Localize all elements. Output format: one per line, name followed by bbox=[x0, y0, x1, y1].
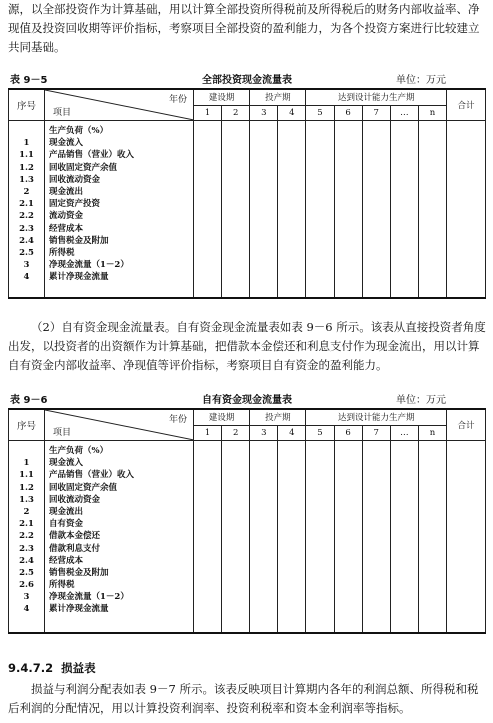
table1-row-label: 销售税金及附加 bbox=[49, 235, 109, 246]
table2-year-6: 6 bbox=[334, 425, 362, 441]
table2-seq: 2.2 bbox=[19, 531, 34, 542]
table2-seq: 1.3 bbox=[19, 494, 34, 505]
table2-year-2: 2 bbox=[222, 425, 250, 441]
table1-seq: 2.2 bbox=[19, 211, 34, 222]
table1 bbox=[8, 88, 486, 299]
table1-item-column bbox=[45, 121, 194, 298]
table1-row-label: 回收固定资产余值 bbox=[49, 162, 118, 173]
paragraph-2-text: （2）自有资金现金流量表。自有资金现金流量表如表 9－6 所示。该表从直接投资者角度出发，以投资者的出资额作为计算基础，把借款本金偿还和利息支付作为现金流出，用以计算自有资金内部收益率、净现值等评价指标，考察项目自有资金的盈利能力。 bbox=[8, 320, 486, 372]
table1-row-label: 净现金流量（1－2） bbox=[49, 260, 129, 271]
table1-year-6: 6 bbox=[334, 105, 362, 121]
table2-item-column bbox=[45, 441, 194, 633]
table2-unit: 单位：万元 bbox=[396, 395, 446, 406]
table2-seq-header: 序号 bbox=[9, 409, 45, 441]
table2-data-cell bbox=[447, 441, 486, 633]
table1-data-cell bbox=[278, 121, 306, 298]
section-title: 损益表 bbox=[61, 661, 96, 675]
table1-full-production-header: 达到设计能力生产期 bbox=[306, 89, 447, 105]
table1-diagonal-header bbox=[45, 89, 194, 121]
table1-data-cell bbox=[390, 121, 418, 298]
table1-unit: 单位：万元 bbox=[396, 75, 446, 86]
table2-data-cell bbox=[334, 441, 362, 633]
table1-seq bbox=[9, 125, 44, 137]
table1-seq: 2.5 bbox=[19, 247, 34, 258]
section-number: 9.4.7.2 bbox=[8, 661, 54, 675]
table2-data-cell bbox=[250, 441, 278, 633]
table1-seq: 2.1 bbox=[19, 199, 34, 210]
table2-full-production-header: 达到设计能力生产期 bbox=[306, 409, 447, 425]
table2-row-label: 销售税金及附加 bbox=[49, 567, 109, 578]
table1-row-label: 经营成本 bbox=[49, 223, 84, 234]
table2-year-4: 4 bbox=[278, 425, 306, 441]
table2-row-label: 累计净现金流量 bbox=[49, 604, 109, 615]
table2-title: 自有资金现金流量表 bbox=[202, 395, 292, 406]
table2-data-cell bbox=[278, 441, 306, 633]
section-heading bbox=[8, 660, 96, 676]
table1-title: 全部投资现金流量表 bbox=[202, 75, 292, 86]
intro-text: 源，以全部投资作为计算基础，用以计算全部投资所得税前及所得税后的财务内部收益率、净现值及投资回收期等评价指标，考察项目全部投资的盈利能力，为各个投资方案进行比较建立共同基础。 bbox=[8, 2, 480, 54]
table1-data-cell bbox=[418, 121, 446, 298]
table2-year-7: 7 bbox=[362, 425, 390, 441]
table1-seq: 2.4 bbox=[19, 235, 34, 246]
table2-year-5: 5 bbox=[306, 425, 334, 441]
table1-year-5: 5 bbox=[306, 105, 334, 121]
table1-seq: 1.3 bbox=[19, 174, 34, 185]
table2-item-label: 项目 bbox=[53, 428, 72, 438]
table1-row-label: 现金流出 bbox=[49, 186, 84, 197]
table2-row-label: 自有资金 bbox=[49, 519, 84, 530]
table1-year-n: n bbox=[418, 105, 446, 121]
intro-paragraph bbox=[8, 0, 486, 57]
table2-seq: 2.5 bbox=[19, 567, 34, 578]
table2-data-cell bbox=[390, 441, 418, 633]
table2-row-label: 经营成本 bbox=[49, 555, 84, 566]
table1-seq-column bbox=[9, 121, 45, 298]
table1-seq: 2 bbox=[23, 186, 30, 197]
table1-construction-header: 建设期 bbox=[194, 89, 250, 105]
table1-data-cell bbox=[306, 121, 334, 298]
table2-seq: 2.3 bbox=[19, 543, 34, 554]
table2-seq: 1.2 bbox=[19, 482, 34, 493]
table1-row-label: 累计净现金流量 bbox=[49, 272, 109, 283]
table2-diagonal-header bbox=[45, 409, 194, 441]
table1-row-label: 生产负荷（%） bbox=[49, 126, 109, 136]
table2-caption bbox=[8, 389, 486, 407]
table1-seq: 1 bbox=[23, 138, 30, 149]
table2-seq-column bbox=[9, 441, 45, 633]
table2-row-label: 现金流出 bbox=[49, 506, 84, 517]
table2-data-cell bbox=[362, 441, 390, 633]
table2-row-label: 现金流入 bbox=[49, 458, 84, 469]
table1-row-label: 固定资产投资 bbox=[49, 199, 101, 210]
table2-total-header: 合计 bbox=[447, 409, 486, 441]
table1-total-header: 合计 bbox=[447, 89, 486, 121]
table1-row-label: 所得税 bbox=[49, 247, 75, 258]
table2-row-label: 回收固定资产余值 bbox=[49, 482, 118, 493]
table1-item-label: 项目 bbox=[53, 108, 72, 118]
table1-seq: 1.1 bbox=[19, 150, 34, 161]
table2-seq: 2.4 bbox=[19, 555, 34, 566]
table1-caption bbox=[8, 69, 486, 87]
table1-year-ellipsis: … bbox=[390, 105, 418, 121]
table1-year-label: 年份 bbox=[168, 95, 187, 105]
table2-row-label: 净现金流量（1－2） bbox=[49, 592, 129, 603]
table1-row-label: 回收流动资金 bbox=[49, 174, 101, 185]
table1-year-3: 3 bbox=[250, 105, 278, 121]
table2-year-3: 3 bbox=[250, 425, 278, 441]
table1-data-cell bbox=[250, 121, 278, 298]
table1-seq-header: 序号 bbox=[9, 89, 45, 121]
table2-row-label: 借款本金偿还 bbox=[49, 531, 101, 542]
table1-seq: 2.3 bbox=[19, 223, 34, 234]
table1-number: 表 9－5 bbox=[10, 75, 48, 86]
table2-row-label: 所得税 bbox=[49, 580, 75, 591]
table1-row-label: 产品销售（营业）收入 bbox=[49, 150, 135, 161]
table1-seq: 4 bbox=[23, 272, 30, 283]
table2-year-ellipsis: … bbox=[390, 425, 418, 441]
table2-seq: 4 bbox=[23, 604, 30, 615]
table1-data-cell bbox=[334, 121, 362, 298]
table2-data-cell bbox=[194, 441, 222, 633]
table2-row-label: 借款利息支付 bbox=[49, 543, 101, 554]
table1-row-label: 现金流入 bbox=[49, 138, 84, 149]
table2-year-label: 年份 bbox=[168, 415, 187, 425]
table2-year-n: n bbox=[418, 425, 446, 441]
table1-seq: 1.2 bbox=[19, 162, 34, 173]
table2-construction-header: 建设期 bbox=[194, 409, 250, 425]
table1-year-2: 2 bbox=[222, 105, 250, 121]
table1-data-cell bbox=[447, 121, 486, 298]
table2-data-cell bbox=[222, 441, 250, 633]
table1-row-label: 流动资金 bbox=[49, 211, 84, 222]
table2-row-label: 回收流动资金 bbox=[49, 494, 101, 505]
table2-data-cell bbox=[306, 441, 334, 633]
paragraph-2 bbox=[8, 318, 486, 375]
table2-row-label: 产品销售（营业）收入 bbox=[49, 470, 135, 481]
paragraph-3-text: 损益与利润分配表如表 9－7 所示。该表反映项目计算期内各年的利润总额、所得税和税后利润的分配情况，用以计算投资利润率、投资利税率和资本金利润率等指标。 bbox=[8, 682, 479, 715]
table2-row-label: 生产负荷（%） bbox=[49, 446, 109, 456]
table1-year-7: 7 bbox=[362, 105, 390, 121]
table1-data-cell bbox=[194, 121, 222, 298]
table2-data-cell bbox=[418, 441, 446, 633]
table1-data-cell bbox=[362, 121, 390, 298]
table2-seq: 3 bbox=[23, 592, 30, 603]
table2-year-1: 1 bbox=[194, 425, 222, 441]
table2-seq: 2 bbox=[23, 506, 30, 517]
table1-data-cell bbox=[222, 121, 250, 298]
table1-commissioning-header: 投产期 bbox=[250, 89, 306, 105]
table1-year-1: 1 bbox=[194, 105, 222, 121]
table2-seq: 1.1 bbox=[19, 470, 34, 481]
paragraph-3 bbox=[8, 680, 486, 718]
table2-seq: 1 bbox=[23, 458, 30, 469]
table2-seq: 2.1 bbox=[19, 519, 34, 530]
table2-seq: 2.6 bbox=[19, 580, 34, 591]
table1-year-4: 4 bbox=[278, 105, 306, 121]
table1-seq: 3 bbox=[23, 260, 30, 271]
table2-commissioning-header: 投产期 bbox=[250, 409, 306, 425]
table2-seq bbox=[9, 445, 44, 457]
table2 bbox=[8, 408, 486, 634]
table2-number: 表 9－6 bbox=[10, 395, 48, 406]
